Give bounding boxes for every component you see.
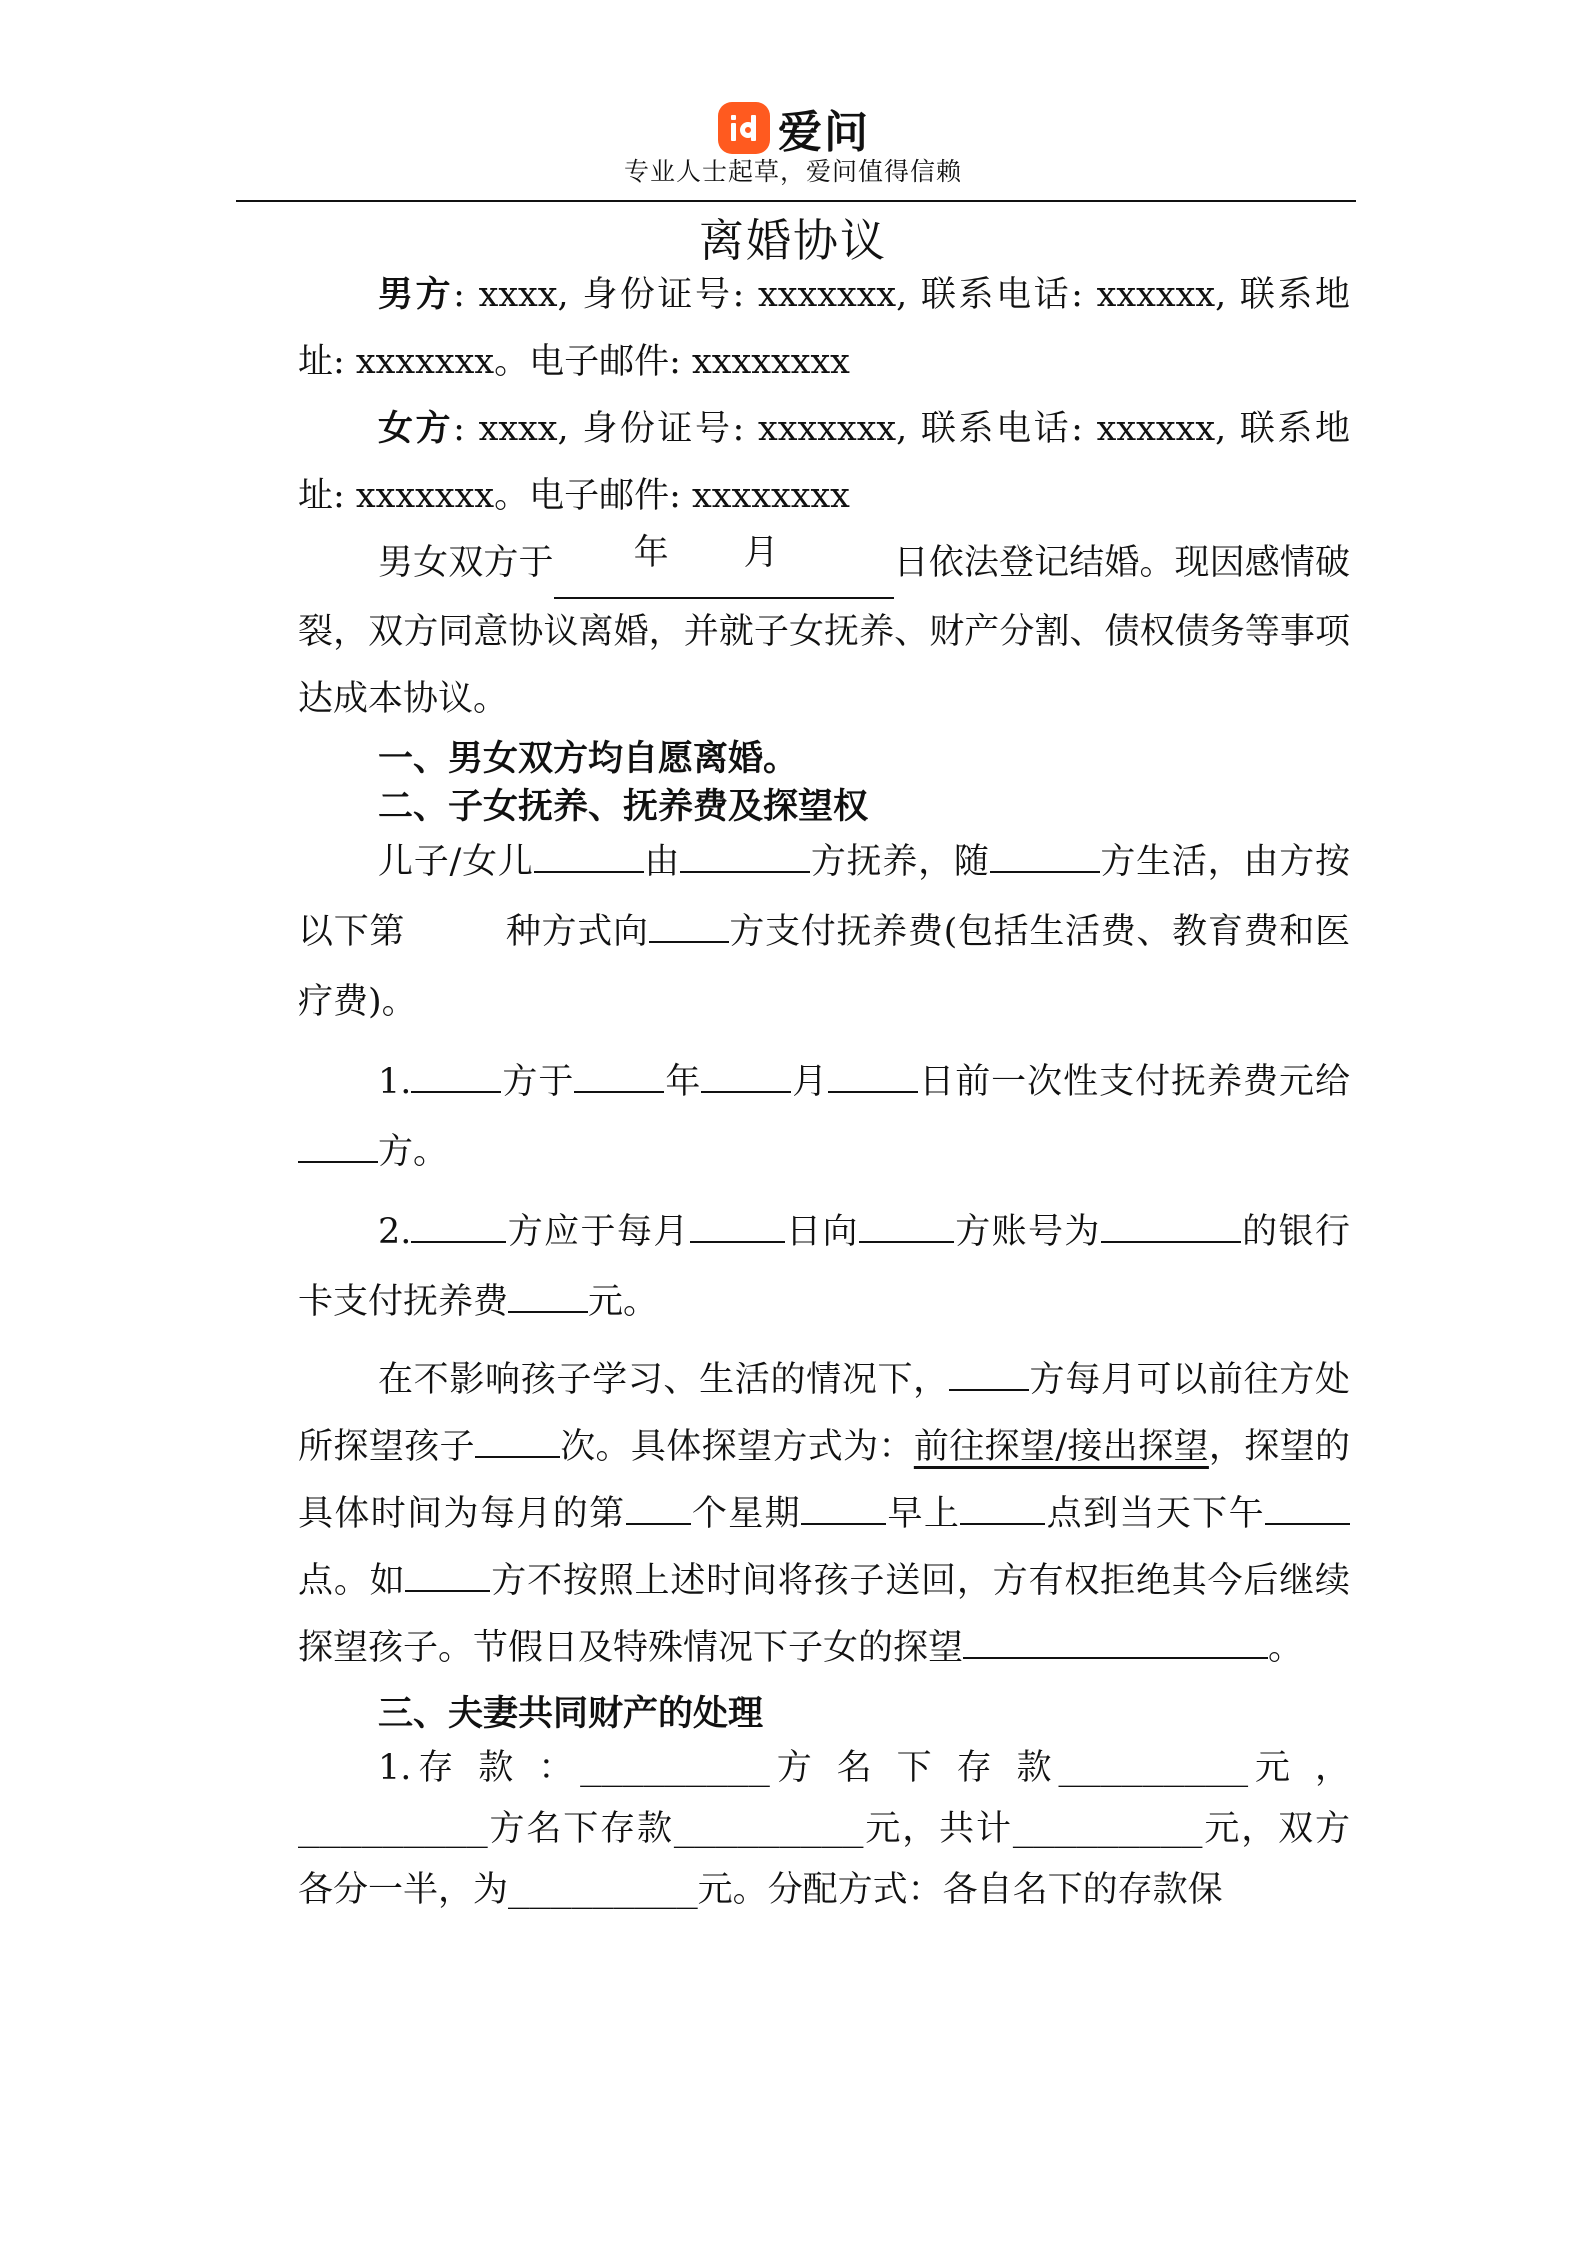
man-info: : xxxx, 身份证号: xxxxxxx, 联系电话: xxxxxx, 联系地址: xxxxxxx。电子邮件: xxxxxxxx [298, 275, 1350, 382]
year-label: 年 [633, 533, 669, 573]
brand-slogan: 专业人士起草，爱问值得信赖 [623, 157, 962, 186]
blank-field[interactable] [990, 841, 1100, 873]
text-span: 次。具体探望方式为： [559, 1427, 914, 1467]
woman-info: : xxxx, 身份证号: xxxxxxx, 联系电话: xxxxxx, 联系地址: xxxxxxx。电子邮件: xxxxxxxx [298, 409, 1350, 516]
blank-field[interactable] [626, 1493, 691, 1525]
support-option-1 [298, 1047, 1350, 1187]
text-span: 1.存 款 ： [378, 1748, 581, 1788]
text-span: 日向 [784, 1212, 859, 1252]
text-span: 点。如 [298, 1561, 406, 1601]
text-span: 方按以下第 [298, 842, 1350, 952]
aiwen-logo-icon [718, 102, 770, 154]
text-span: 个星期 [690, 1494, 802, 1534]
blank-field[interactable] [475, 1426, 560, 1458]
text-span: 方。 [378, 1132, 449, 1172]
text-span: 元，共计 [863, 1809, 1013, 1849]
blank-field[interactable] [411, 1061, 501, 1093]
blank-field[interactable] [298, 1131, 378, 1163]
text-span: 1. [378, 1062, 412, 1102]
woman-label: 女方 [378, 409, 454, 449]
section-heading-3: 三、夫妻共同财产的处理 [378, 1694, 764, 1734]
blank-underscores[interactable]: _________ [673, 1809, 864, 1849]
month-label: 月 [743, 533, 779, 573]
text-span: 方 名 下 存 款 [769, 1748, 1059, 1788]
text-span: 元。 [588, 1282, 659, 1322]
blank-field[interactable] [701, 1061, 791, 1093]
text-span: 方支付抚养费(包括生活费、教育费和医疗费)。 [298, 912, 1350, 1022]
marriage-paragraph [298, 530, 1350, 733]
blank-field[interactable] [859, 1211, 954, 1243]
custody-paragraph [298, 827, 1350, 1037]
text-span: 方账号为 [953, 1212, 1101, 1252]
text-span: 元 ， [1248, 1748, 1350, 1788]
text-span: 方生活，由 [1099, 842, 1280, 882]
text-span: 方每月可以前往 [1028, 1360, 1280, 1400]
text-span: 年 [664, 1062, 702, 1102]
blank-underscores[interactable]: _________ [508, 1870, 698, 1910]
text-span: 点到当天下午 [1045, 1494, 1265, 1534]
savings-paragraph [298, 1738, 1350, 1921]
blank-field[interactable] [574, 1061, 664, 1093]
visitation-paragraph [298, 1347, 1350, 1682]
blank-field[interactable] [411, 1211, 506, 1243]
text-span: ，探望的具体时间为每月的第 [298, 1427, 1350, 1534]
text-span: 方名下存款 [487, 1809, 674, 1849]
blank-field[interactable] [1265, 1493, 1350, 1525]
document-body [298, 262, 1350, 1921]
text-span: 日前一次性支付抚养费 [918, 1062, 1279, 1102]
text-span: 方有权拒绝其今后继续探望孩子。节假日及特殊情况下子女的探望 [298, 1561, 1350, 1668]
man-party-paragraph [298, 262, 1350, 396]
blank-field[interactable] [680, 841, 810, 873]
text-span: 元，双方各分一半，为 [298, 1809, 1350, 1910]
man-label: 男方 [378, 275, 454, 315]
text-span: 男女双方于 [378, 543, 554, 583]
text-span: 日依法登记结婚。现因感情破裂，双方同意协议离婚，并就子女抚养、财产分割、债权债务等事项达成本协议。 [298, 543, 1350, 719]
document-title: 离婚协议 [698, 214, 887, 267]
section-heading-2: 二、子女抚养、抚养费及探望权 [378, 787, 869, 827]
text-span: 方处所探望孩子 [298, 1360, 1350, 1467]
text-span: 种方式向 [505, 912, 649, 952]
text-span: 2. [378, 1212, 412, 1252]
text-span: 的银行卡支付抚养费 [298, 1212, 1350, 1322]
text-span: 方抚养，随 [810, 842, 990, 882]
section-heading-1: 一、男女双方均自愿离婚。 [378, 739, 799, 779]
woman-party-paragraph [298, 396, 1350, 530]
brand-logo [718, 96, 870, 160]
text-span: 元。分配方式：各自名下的存款保 [697, 1870, 1223, 1910]
header-divider [236, 200, 1356, 202]
text-span: 方于 [501, 1062, 575, 1102]
blank-field[interactable] [405, 1560, 490, 1592]
blank-field[interactable] [1101, 1211, 1241, 1243]
blank-underscores[interactable]: _________ [1012, 1809, 1203, 1849]
date-blank[interactable] [554, 530, 894, 599]
text-span: 儿子/女儿 [378, 842, 534, 882]
text-span: 元给 [1278, 1062, 1350, 1102]
text-span: 由 [643, 842, 681, 882]
blank-underscores[interactable]: _________ [298, 1809, 488, 1849]
blank-underscores[interactable]: _________ [580, 1748, 770, 1788]
support-option-2 [298, 1197, 1350, 1337]
text-span: 月 [791, 1062, 829, 1102]
blank-field[interactable] [949, 1359, 1029, 1391]
text-span: 方不按照上述时间将孩子送回， [490, 1561, 993, 1601]
blank-field[interactable] [649, 911, 729, 943]
text-span: 早上 [886, 1494, 961, 1534]
brand-name: 爱问 [778, 107, 870, 158]
blank-field[interactable] [960, 1493, 1045, 1525]
blank-field[interactable] [801, 1493, 886, 1525]
text-span: 在不影响孩子学习、生活的情况下， [378, 1360, 949, 1400]
text-span: 方应于每月 [506, 1212, 690, 1252]
blank-field[interactable] [508, 1281, 588, 1313]
blank-field[interactable] [690, 1211, 785, 1243]
blank-field[interactable] [534, 841, 644, 873]
text-span: 。 [1268, 1628, 1304, 1668]
visit-method-underlined: 前往探望/接出探望 [913, 1427, 1209, 1467]
blank-field[interactable] [963, 1627, 1268, 1659]
blank-underscores[interactable]: _________ [1058, 1748, 1249, 1788]
blank-field[interactable] [828, 1061, 918, 1093]
